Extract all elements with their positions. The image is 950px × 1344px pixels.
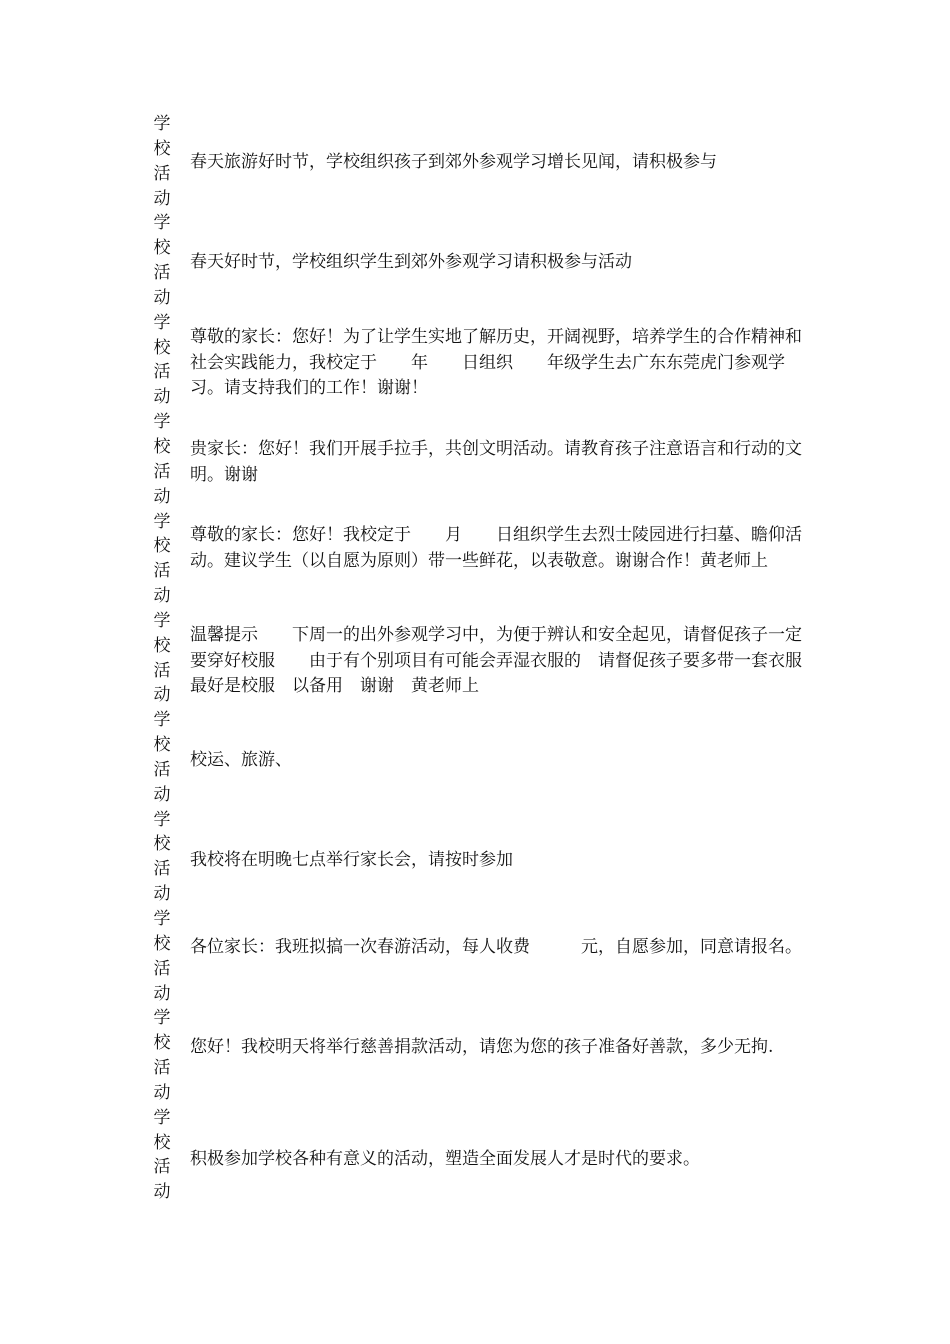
side-char: 学 (153, 511, 171, 532)
side-char: 活 (153, 263, 171, 284)
side-char: 学 (153, 114, 171, 134)
side-char: 活 (153, 759, 171, 780)
side-char: 活 (153, 958, 171, 979)
side-char: 动 (153, 287, 171, 308)
side-char: 学 (153, 412, 171, 433)
side-char: 学 (153, 312, 171, 333)
message-5: 尊敬的家长：您好！我校定于 月 日组织学生去烈士陵园进行扫墓、瞻仰活动。建议学生（以自愿为原则）带一些鲜花，以表敬意。谢谢合作！黄老师上 (190, 525, 802, 571)
message-4: 贵家长：您好！我们开展手拉手，共创文明活动。请教育孩子注意语言和行动的文明。谢谢 (190, 439, 802, 485)
side-char: 动 (153, 685, 171, 706)
side-char: 动 (153, 884, 171, 905)
side-char: 活 (153, 362, 171, 383)
side-char: 学 (153, 710, 171, 731)
side-char: 动 (153, 1182, 171, 1203)
side-char: 学 (153, 1008, 171, 1029)
message-6: 温馨提示 下周一的出外参观学习中，为便于辨认和安全起见，请督促孩子一定要穿好校服 由于有个别项目有可能会弄湿衣服的 请督促孩子要多带一套衣服 最好是校服 以备用 谢谢 黄老师上 (190, 625, 819, 696)
message-1: 春天旅游好时节，学校组织孩子到郊外参观学习增长见闻，请积极参与 (190, 152, 717, 172)
message-8: 我校将在明晚七点举行家长会，请按时参加 (190, 850, 513, 870)
side-char: 活 (153, 1157, 171, 1178)
side-char: 学 (153, 610, 171, 631)
message-7: 校运、旅游、 (190, 750, 292, 770)
side-char: 活 (153, 859, 171, 880)
side-char: 学 (153, 909, 171, 929)
side-char: 动 (153, 486, 171, 507)
message-11: 积极参加学校各种有意义的活动，塑造全面发展人才是时代的要求。 (190, 1149, 700, 1169)
side-char: 学 (153, 809, 171, 830)
side-char: 校 (153, 735, 171, 756)
side-char: 活 (153, 461, 171, 482)
message-3: 尊敬的家长：您好！为了让学生实地了解历史，开阔视野，培养学生的合作精神和社会实践能力，我校定于 年 日组织 年级学生去广东东莞虎门参观学习。请支持我们的工作！谢谢！ (190, 327, 802, 398)
side-char: 动 (153, 983, 171, 1004)
side-char: 动 (153, 784, 171, 805)
message-10: 您好！我校明天将举行慈善捐款活动，请您为您的孩子准备好善款，多少无拘. (190, 1037, 774, 1057)
side-char: 活 (153, 1058, 171, 1079)
side-char: 校 (153, 138, 171, 159)
side-char: 动 (153, 387, 171, 408)
side-char: 校 (153, 238, 171, 259)
side-char: 活 (153, 660, 171, 681)
side-char: 校 (153, 337, 171, 358)
side-char: 学 (153, 1107, 171, 1128)
message-9: 各位家长：我班拟搞一次春游活动，每人收费 元，自愿参加，同意请报名。 (190, 937, 802, 957)
side-char: 校 (153, 436, 171, 457)
side-char: 校 (153, 834, 171, 855)
side-char: 动 (153, 1082, 171, 1103)
side-char: 校 (153, 1132, 171, 1153)
side-char: 校 (153, 933, 171, 954)
side-char: 动 (153, 188, 171, 209)
side-char: 动 (153, 586, 171, 607)
side-char: 活 (153, 163, 171, 184)
side-char: 活 (153, 561, 171, 582)
side-char: 学 (153, 213, 171, 234)
side-char: 校 (153, 536, 171, 557)
side-char: 校 (153, 635, 171, 656)
message-2: 春天好时节，学校组织学生到郊外参观学习请积极参与活动 (190, 252, 632, 272)
side-char: 校 (153, 1033, 171, 1054)
vertical-side-text (151, 112, 173, 1205)
